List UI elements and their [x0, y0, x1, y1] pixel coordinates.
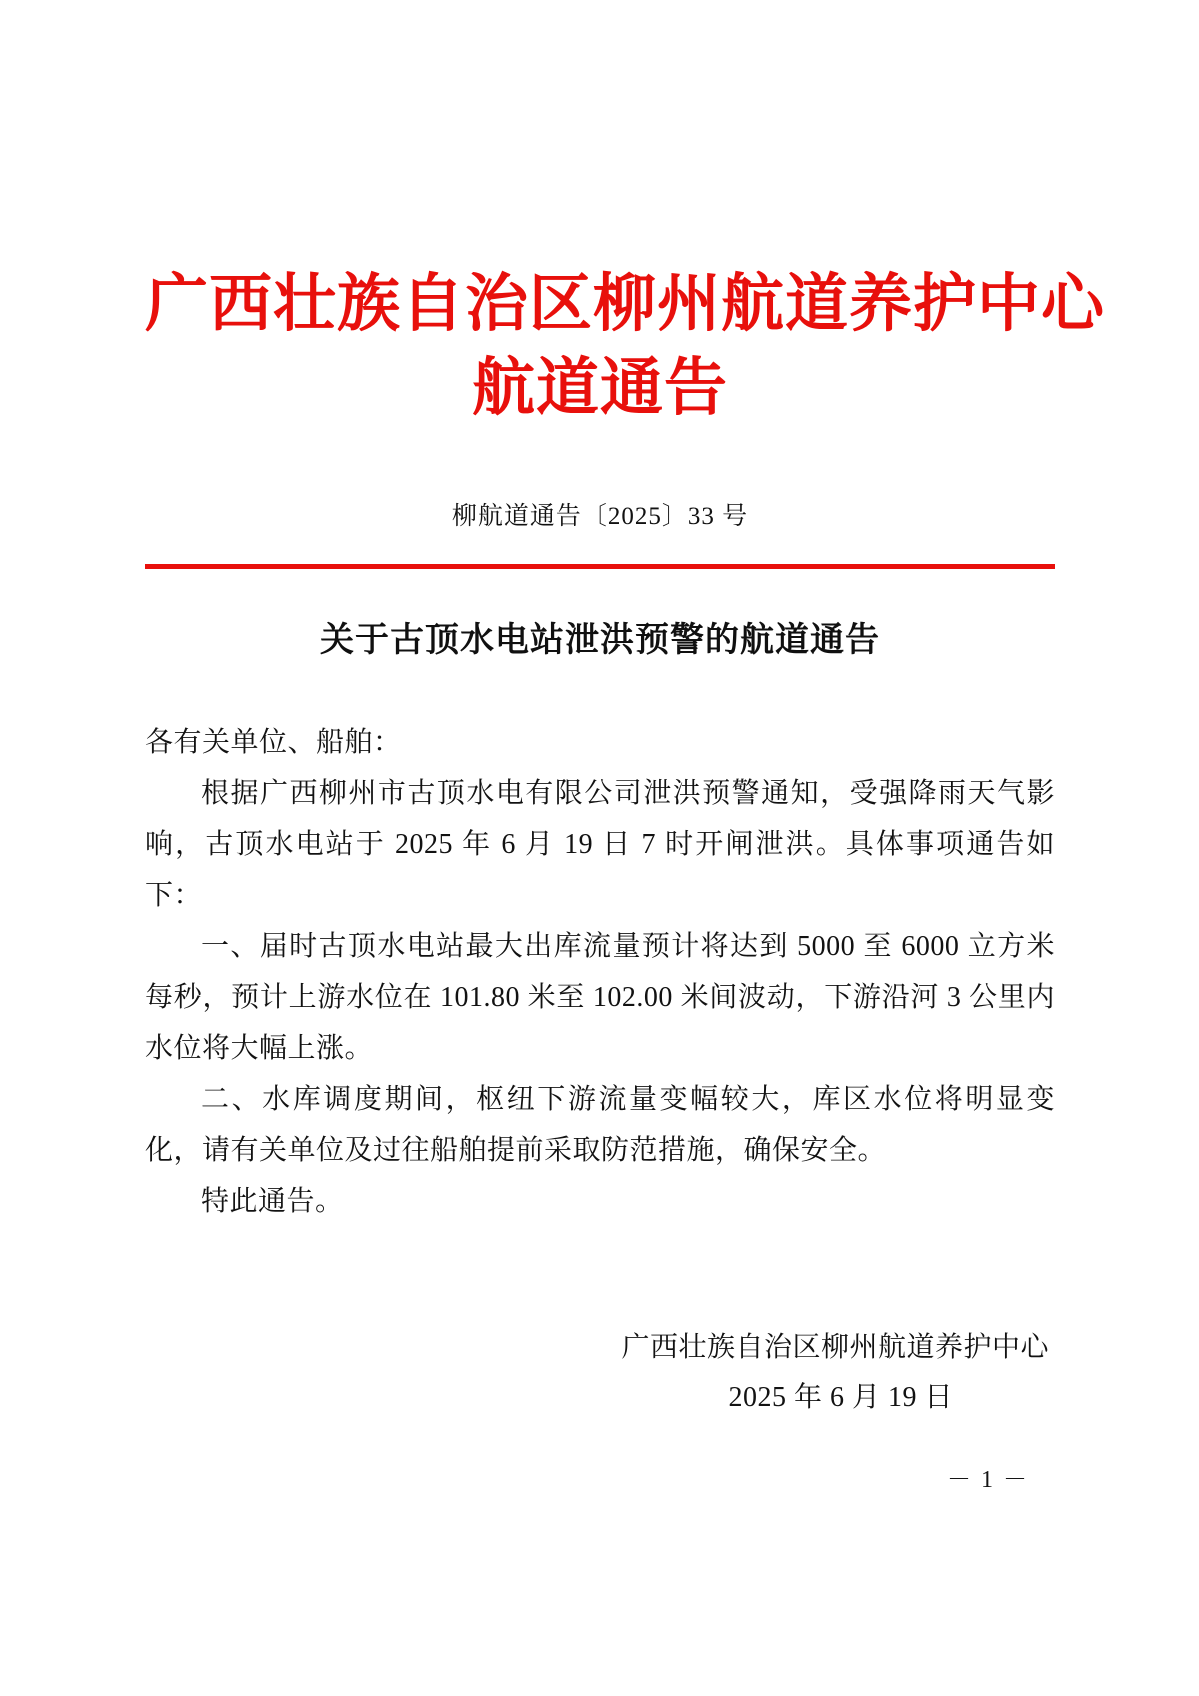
subject-heading: 关于古顶水电站泄洪预警的航道通告 [320, 622, 880, 659]
body-paragraph-item-1: 一、届时古顶水电站最大出库流量预计将达到 5000 至 6000 立方米每秒，预计上游水位在 101.80 米至 102.00 米间波动，下游沿河 3 公里内水位将大幅上涨。 [145, 931, 1055, 1064]
signature-date: 2025 年 6 月 19 日 [728, 1382, 953, 1413]
red-separator-rule [145, 564, 1055, 569]
masthead-line-1: 广西壮族自治区柳州航道养护中心 [145, 269, 1105, 339]
page-number-footer: － 1 － [947, 1467, 1029, 1493]
body-paragraph-1: 根据广西柳州市古顶水电有限公司泄洪预警通知，受强降雨天气影响，古顶水电站于 2025 年 6 月 19 日 7 时开闸泄洪。具体事项通告如下： [145, 778, 1055, 911]
body-paragraph-closing: 特此通告。 [201, 1186, 344, 1217]
body-paragraph-item-2: 二、水库调度期间，枢纽下游流量变幅较大，库区水位将明显变化，请有关单位及过往船舶提前采取防范措施，确保安全。 [145, 1084, 1055, 1166]
masthead [145, 262, 1105, 430]
salutation: 各有关单位、船舶： [145, 727, 402, 758]
document-body [145, 717, 1055, 1227]
signature-issuer: 广西壮族自治区柳州航道养护中心 [621, 1332, 1049, 1363]
document-number: 柳航道通告〔2025〕33 号 [451, 503, 749, 530]
masthead-line-2: 航道通告 [472, 353, 728, 423]
document-content [145, 0, 1105, 1494]
signature-block [145, 1323, 1055, 1423]
